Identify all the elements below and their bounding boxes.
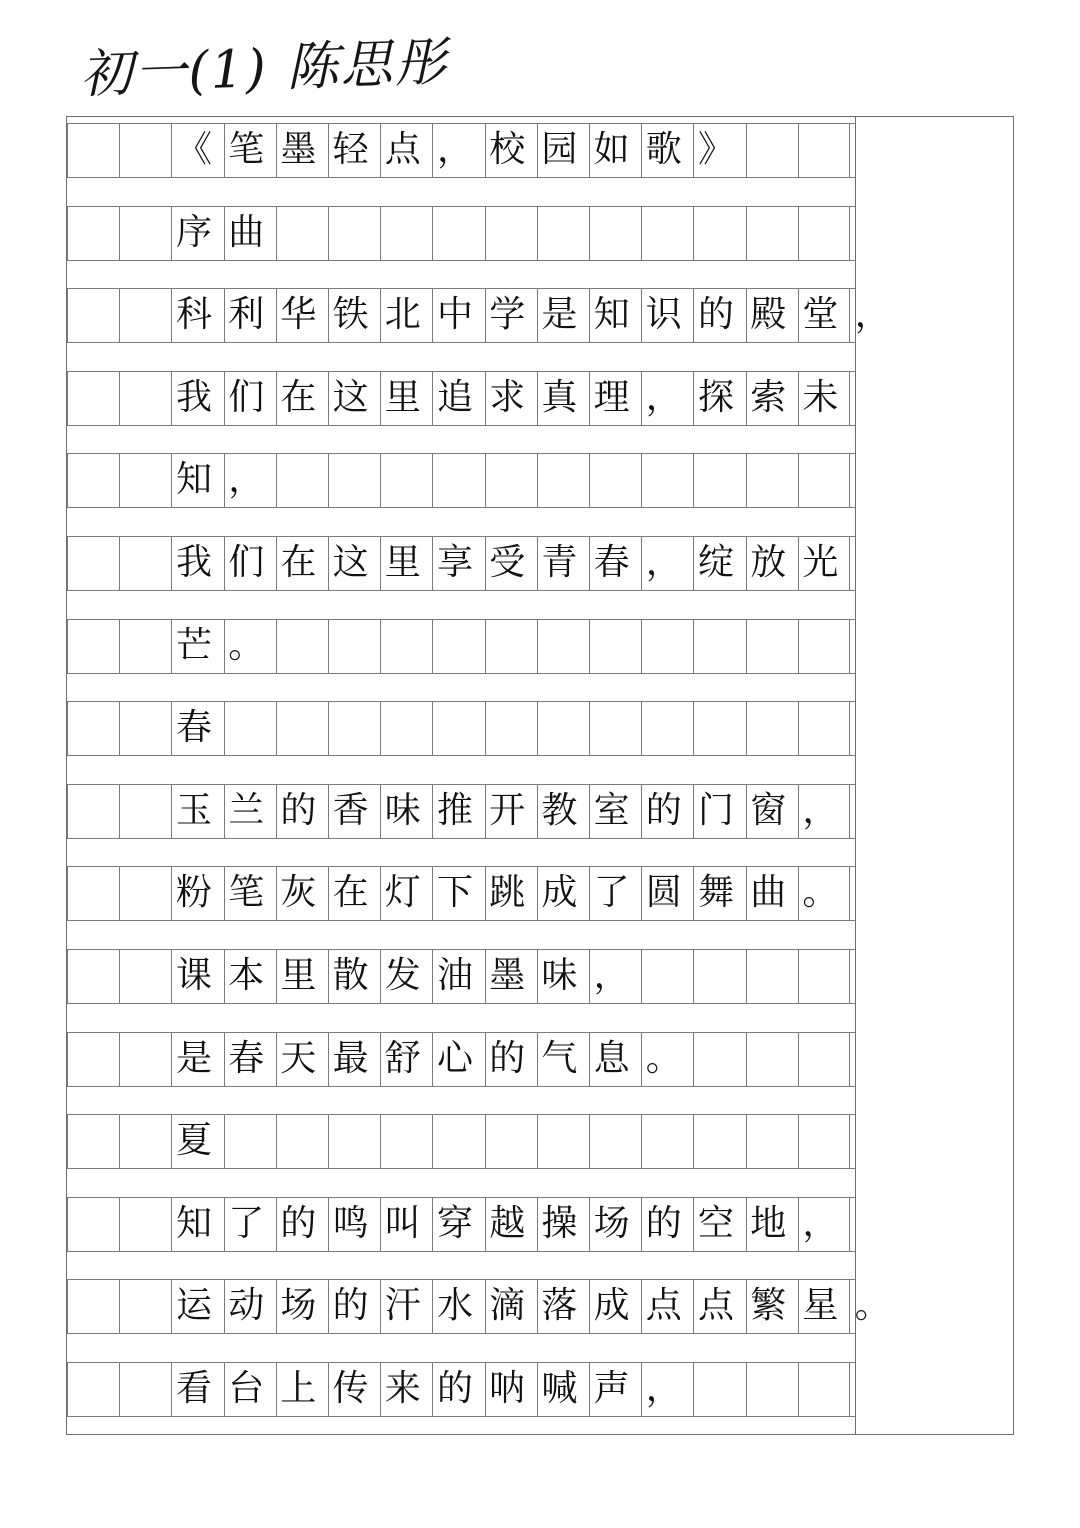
grid-cell [67,1280,119,1333]
grid-cell [119,867,171,920]
handwritten-line: 科利华铁北中学是知识的殿堂， [176,294,907,336]
grid-cell [67,372,119,425]
grid-cell [119,124,171,177]
handwritten-line: 芒。 [176,624,281,666]
handwritten-line: 课本里散发油墨味， [176,955,646,996]
grid-cell [119,372,171,425]
handwritten-line: 粉笔灰在灯下跳成了圆舞曲。 [176,872,855,914]
handwritten-line: 序曲 [176,211,281,253]
handwritten-line: 知了的鸣叫穿越操场的空地， [176,1202,855,1244]
handwritten-line: 《笔墨轻点，校园如歌》 [176,129,751,170]
handwritten-line: 玉兰的香味推开教室的门窗， [176,789,855,831]
grid-cell [119,207,171,260]
grid-cell [67,124,119,177]
grid-cell [67,702,119,755]
handwritten-line: 我们在这里享受青春，绽放光 [176,542,855,583]
grid-cell [119,620,171,673]
grid-cell [67,950,119,1003]
grid-cell [119,537,171,590]
grid-cell [67,1033,119,1086]
grid-cell [67,289,119,342]
grid-cell [67,785,119,838]
grid-cell [119,1033,171,1086]
handwritten-line: 春 [176,707,229,749]
grid-cell [67,1363,119,1416]
grid-cell [67,620,119,673]
grid-cell [67,454,119,507]
grid-cell [119,289,171,342]
grid-cell [119,950,171,1003]
grid-cell [119,702,171,755]
grid-cell [67,1115,119,1168]
grid-cell [67,537,119,590]
handwritten-line: 运动场的汗水滴落成点点繁星。 [176,1285,907,1327]
grid-cell [119,1198,171,1251]
grid-cell [119,1280,171,1333]
handwritten-line: 是春天最舒心的气息。 [176,1037,699,1079]
grid-cell [67,1198,119,1251]
handwritten-line: 夏 [176,1120,229,1162]
grid-cell [119,1363,171,1416]
author-signature: 初一(1) 陈思彤 [79,32,450,106]
grid-cell [119,1115,171,1168]
grid-cell [67,867,119,920]
handwritten-line: 知， [176,459,281,501]
handwritten-line: 我们在这里追求真理，探索未 [176,376,855,418]
grid-cell [119,454,171,507]
grid-cell [67,207,119,260]
grid-cell [119,785,171,838]
handwritten-line: 看台上传来的呐喊声， [176,1368,699,1409]
